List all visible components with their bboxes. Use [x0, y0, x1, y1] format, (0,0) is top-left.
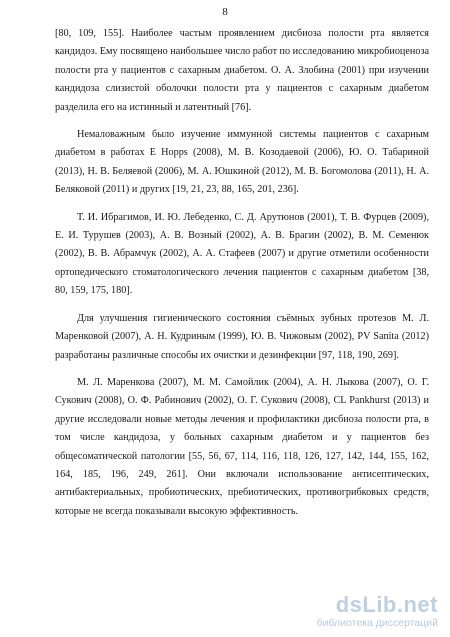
watermark-subtitle: библиотека диссертаций: [316, 617, 438, 629]
paragraph-3: Т. И. Ибрагимов, И. Ю. Лебеденко, С. Д. Арутюнов (2001), Т. В. Фурцев (2009), Е. И. Турушев (2003), А. В. Возный (2002), А. В. Брагин (2002), В. М. Семенюк (2002), В. В. Абрамчук (2002), А. А. Стафеев (2007) и другие отметили особенности ортопедического стоматологического лечения пациентов с сахарным диабетом [38, 80, 159, 175, 180].: [55, 211, 429, 297]
watermark-logo-ds: ds: [335, 592, 363, 617]
paragraph-4: Для улучшения гигиенического состояния съёмных зубных протезов М. Л. Маренковой (2007), А. Н. Кудриным (1999), Ю. В. Чижовым (2002), PV Sanita (2012) разработаны различные способы их очистки и дезинфекции [97, 118, 190, 269].: [55, 312, 429, 361]
paragraph-2: Немаловажным было изучение иммунной системы пациентов с сахарным диабетом в работах E Hopps (2008), М. В. Козодаевой (2006), Ю. О. Табариной (2013), Н. В. Беляевой (2006), М. А. Юшкиной (2012), М. В. Богомолова (2011), Н. А. Беляковой (2011) и других [19, 21, 23, 88, 165, 201, 236].: [55, 129, 429, 196]
watermark-logo-lib: Lib: [362, 592, 397, 617]
watermark-logo-net: .net: [396, 592, 438, 617]
document-body: [55, 25, 429, 530]
watermark-logo: [317, 594, 438, 616]
page-number: 8: [222, 6, 228, 18]
paragraph-1: [80, 109, 155]. Наиболее частым проявлением дисбиоза полости рта является кандидоз. Ему посвящено наибольшее число работ по исследованию микробиоценоза полости рта у пациентов с сахарным диабетом. О. А. Злобина (2001) при изучении кандидоза слизистой оболочки полости рта у пациентов с сахарным диабетом разделила его на истинный и латентный [76].: [55, 28, 429, 113]
site-watermark: [317, 594, 438, 629]
paragraph-5: М. Л. Маренкова (2007), М. М. Самойлик (2004), А. Н. Лыкова (2007), О. Г. Сукович (2008), О. Ф. Рабинович (2002), О. Г. Сукович (2008), CL Pankhurst (2013) и другие исследовали новые методы лечения и профилактики дисбиоза полости рта, в том числе кандидоза, у больных сахарным диабетом и у пациентов без общесоматической патологии [55, 56, 67, 114, 116, 118, 126, 127, 142, 144, 155, 162, 164, 185, 196, 249, 261]. Они включали использование антисептических, антибактериальных, пробиотических, пребиотических, противогрибковых средств, которые не всегда показывали высокую эффективность.: [55, 376, 429, 517]
